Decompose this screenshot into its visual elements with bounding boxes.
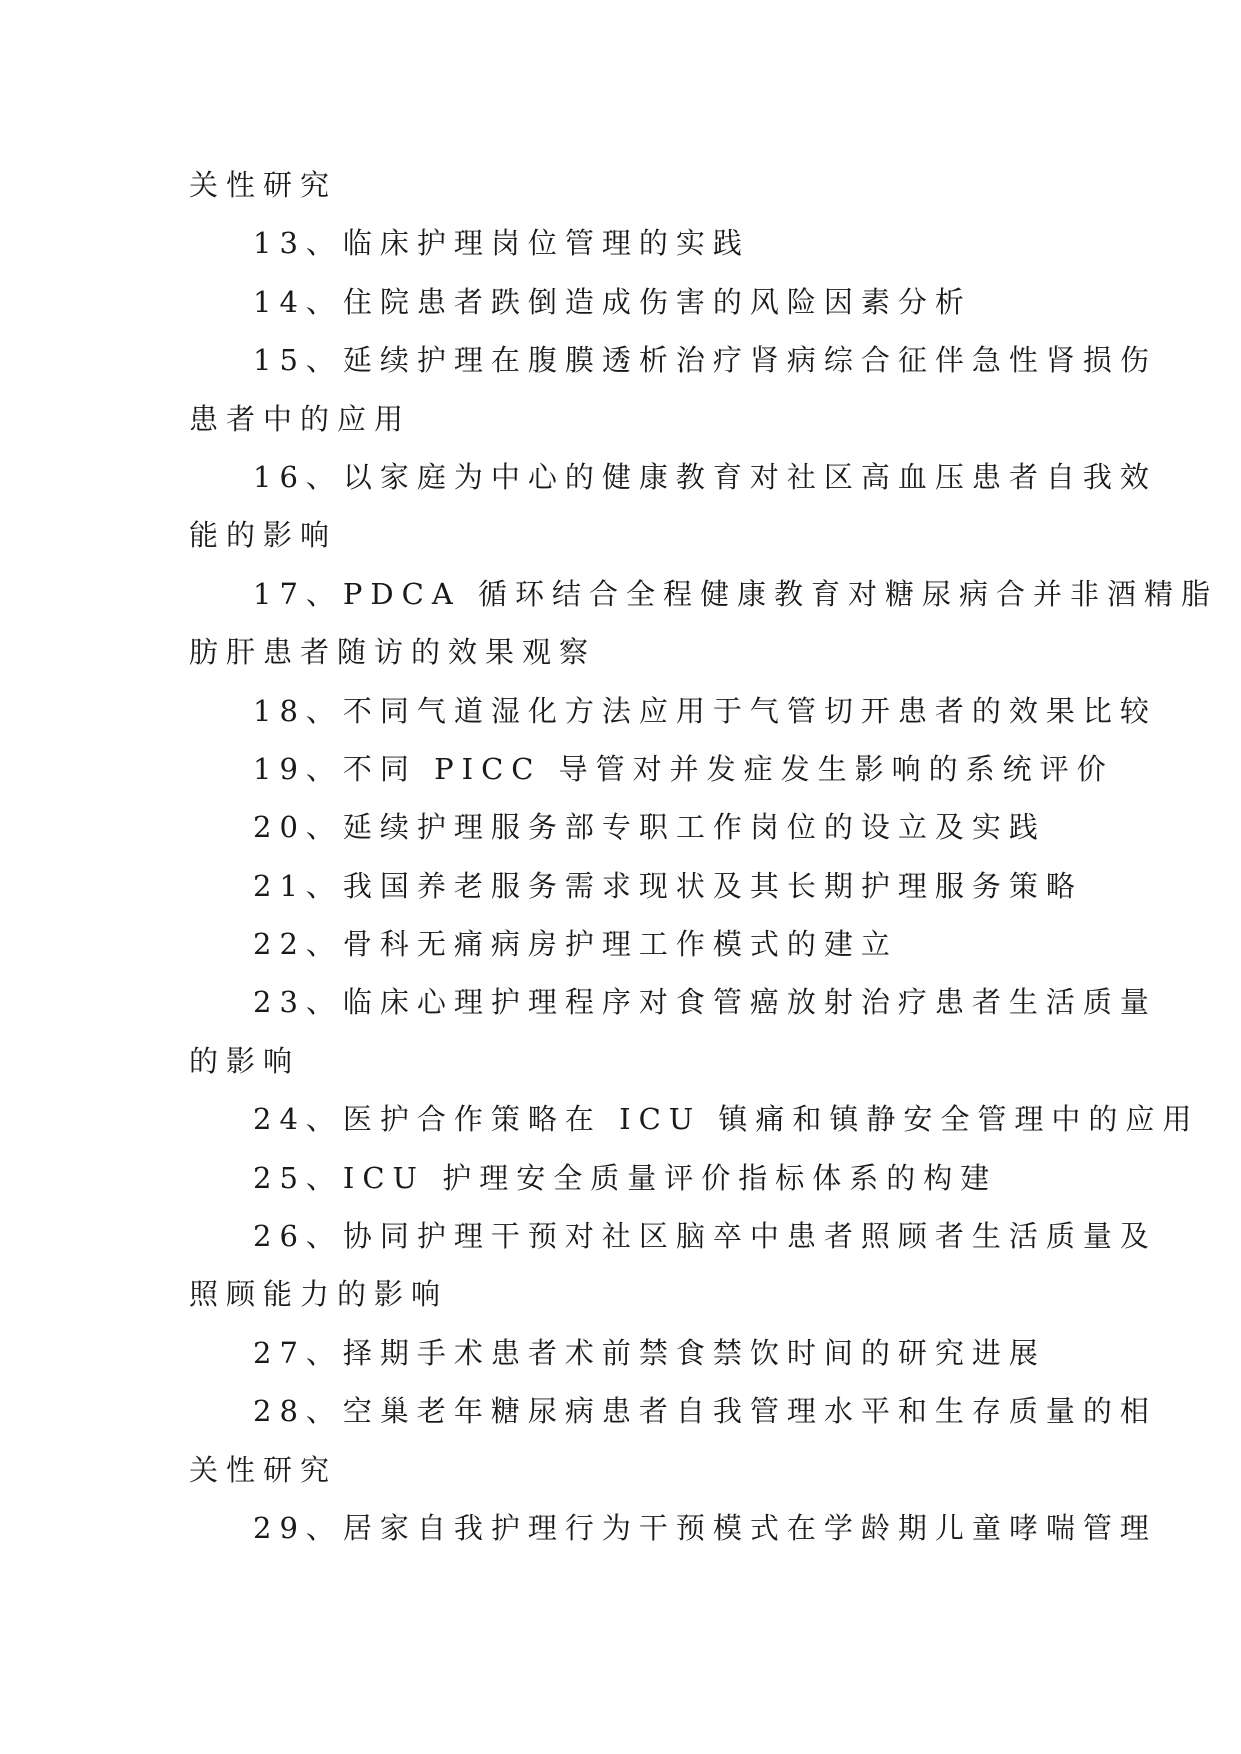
list-item: 18、不同气道湿化方法应用于气管切开患者的效果比较	[253, 693, 1157, 728]
list-item: 25、ICU 护理安全质量评价指标体系的构建	[253, 1160, 998, 1195]
list-item: 19、不同 PICC 导管对并发症发生影响的系统评价	[253, 751, 1114, 786]
text-line: 能的影响	[189, 518, 338, 553]
text-line: 关性研究	[189, 1452, 338, 1487]
list-item: 15、延续护理在腹膜透析治疗肾病综合征伴急性肾损伤	[253, 343, 1157, 378]
list-item: 29、居家自我护理行为干预模式在学龄期儿童哮喘管理	[253, 1510, 1157, 1545]
text-line: 关性研究	[189, 168, 338, 202]
list-item: 17、PDCA 循环结合全程健康教育对糖尿病合并非酒精脂	[253, 576, 1219, 611]
list-item: 20、延续护理服务部专职工作岗位的设立及实践	[253, 810, 1046, 845]
list-item: 21、我国养老服务需求现状及其长期护理服务策略	[253, 868, 1083, 903]
list-item: 27、择期手术患者术前禁食禁饮时间的研究进展	[253, 1335, 1046, 1370]
list-item: 13、临床护理岗位管理的实践	[253, 226, 750, 261]
list-item: 22、骨科无痛病房护理工作模式的建立	[253, 927, 898, 962]
list-item: 24、医护合作策略在 ICU 镇痛和镇静安全管理中的应用	[253, 1102, 1200, 1137]
list-item: 23、临床心理护理程序对食管癌放射治疗患者生活质量	[253, 985, 1157, 1020]
text-line: 肪肝患者随访的效果观察	[189, 635, 597, 670]
text-line: 照顾能力的影响	[189, 1277, 449, 1312]
list-item: 26、协同护理干预对社区脑卒中患者照顾者生活质量及	[253, 1219, 1157, 1254]
list-item: 28、空巢老年糖尿病患者自我管理水平和生存质量的相	[253, 1394, 1157, 1429]
list-item: 14、住院患者跌倒造成伤害的风险因素分析	[253, 284, 972, 319]
text-line: 患者中的应用	[189, 401, 412, 436]
text-line: 的影响	[189, 1043, 301, 1078]
document-body	[189, 156, 1219, 1557]
list-item: 16、以家庭为中心的健康教育对社区高血压患者自我效	[253, 459, 1157, 494]
